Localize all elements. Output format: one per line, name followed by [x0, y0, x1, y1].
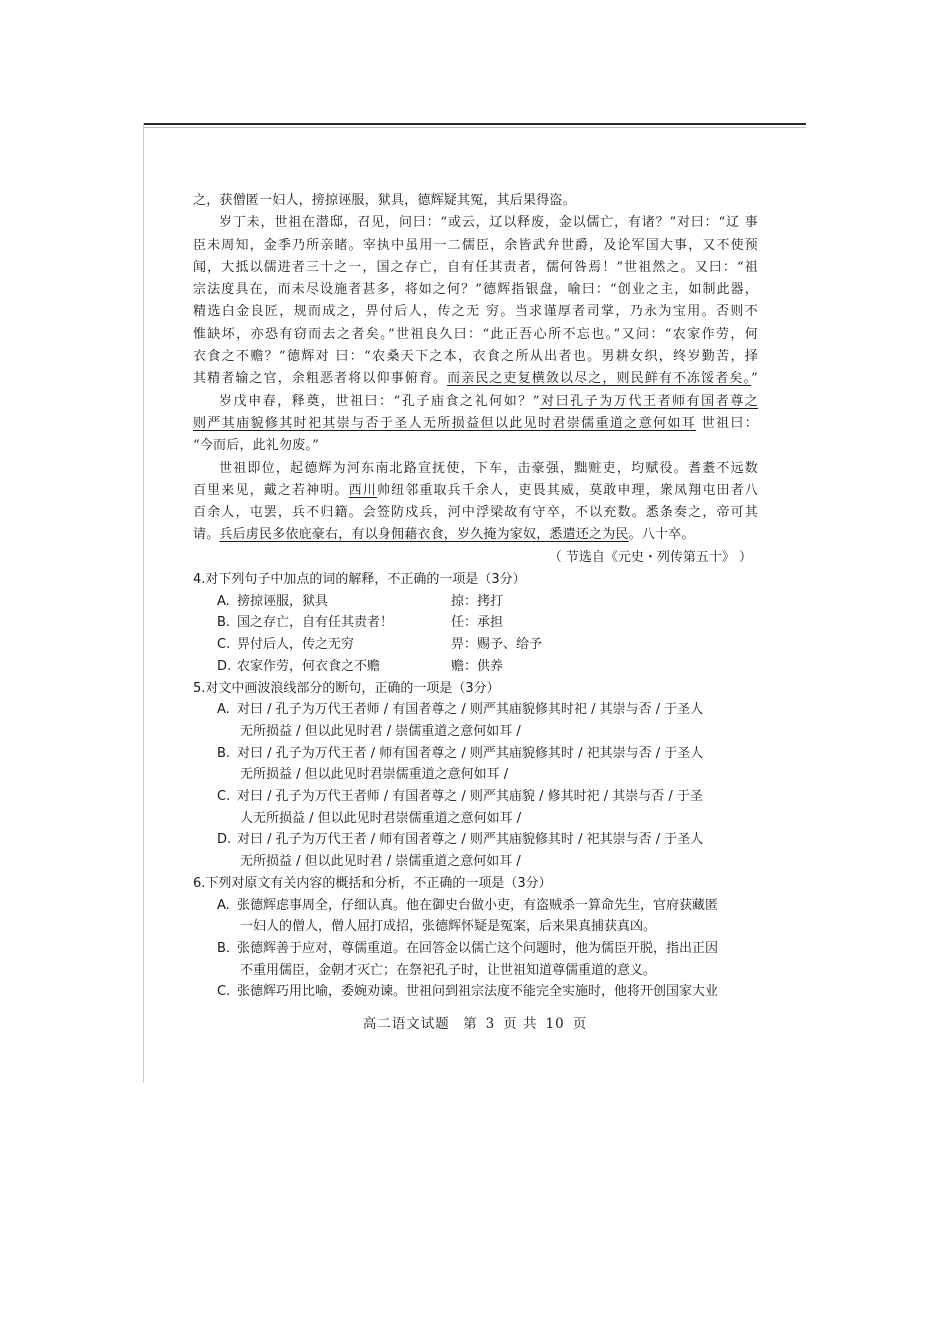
passage-line [193, 413, 758, 435]
passage-line: 惟缺坏，亦恐有窃而去之者矣。”世祖良久曰：“此正吾心所不忘也。”又问：“农家作劳，何 [193, 326, 758, 342]
question-6-option-b-cont: 不重用儒臣，金朝才灭亡；在祭祀孔子时，让世祖知道尊儒重道的意义。 [240, 962, 657, 978]
top-rule-shadow [143, 127, 806, 128]
question-6-option-b: B. 张德辉善于应对，尊儒重道。在回答金以儒亡这个问题时，他为儒臣开脱，指出正因 [217, 941, 719, 956]
passage-text: 岁戊申春，释奠，世祖曰：“孔子庙食之礼何如？” [219, 393, 540, 409]
passage-source: （ 节选自《元史・列传第五十》 ） [548, 549, 752, 565]
question-5-option-d: D. 对曰 / 孔子为万代王者 / 师有国者尊之 / 则严其庙貌修其时 / 祀其崇与否 / 于圣人 [217, 832, 704, 848]
question-4-option-b: B. 国之存亡，自有任其责者！ 任：承担 [217, 615, 504, 631]
question-6-option-a-cont: 一妇人的僧人，僧人屈打成招，张德辉怀疑是冤案，后来果真捕获真凶。 [240, 919, 657, 935]
passage-text: ” [751, 371, 758, 387]
question-4-stem: 4.对下列句子中加点的词的解释，不正确的一项是（3分） [193, 572, 526, 588]
underlined-sentence: 兵后虏民多依庇豪右，有以身佣藉衣食，岁久掩为家奴，悉遣还之为民 [219, 527, 629, 543]
question-4-option-d: D. 农家作劳，何衣食之不赡 赡：供养 [217, 658, 504, 674]
questions [193, 569, 758, 1003]
passage-line: 衣食之不赡？”德辉对 曰：“农桑天下之本，衣食之所从出者也。男耕女织，终岁勤苦，择 [193, 349, 758, 365]
passage-line [193, 391, 758, 413]
underlined-sentence: 而亲民之吏复横敛以尽之，则民鲜有不冻馁者矣。 [447, 371, 752, 387]
passage-text: 其精者输之官，余粗恶者将以仰事俯育。 [193, 371, 448, 387]
top-rule [143, 123, 806, 125]
passage-line: “今而后，此礼勿废。” [193, 438, 319, 454]
passage-line: 世祖即位，起德辉为河东南北路宣抚使，下车，击豪强，黜赃吏，均赋役。耆耋不远数 [219, 460, 758, 476]
passage-line [193, 480, 758, 502]
footer-page-number: 3 [485, 1016, 496, 1032]
left-margin-rule [143, 123, 144, 1083]
question-4-option-a: A. 搒掠诬服，狱具 掠：拷打 [217, 593, 504, 609]
question-6-option-c: C. 张德辉巧用比喻，委婉劝谏。世祖问到祖宗法度不能完全实施时，他将开创国家大业 [217, 984, 719, 1000]
underlined-place: 西川 [348, 482, 377, 498]
passage-line: 臣未周知，金季乃所亲睹。宰执中虽用一二儒臣，余皆武弁世爵，及论军国大事，又不使预 [193, 237, 758, 253]
question-5-option-b: B. 对曰 / 孔子为万代王者 / 师有国者尊之 / 则严其庙貌修其时 / 祀其崇与否 / 于圣人 [217, 745, 704, 761]
passage-line: 百余人，屯罢，兵不归籍。会签防戍兵，河中浮梁故有守卒，不以充数。悉条奏之，帝可其 [193, 505, 758, 521]
passage [193, 190, 758, 569]
footer-page-mid: 页 共 [503, 1016, 538, 1032]
question-6-stem: 6.下列对原文有关内容的概括和分析，不正确的一项是（3分） [193, 875, 552, 891]
question-6-option-a: A. 张德辉虑事周全，仔细认真。他在御史台做小吏，有盗贼杀一算命先生，官府获藏匿 [217, 897, 719, 913]
question-5-option-b-cont: 无所损益 / 但以此见时君崇儒重道之意何如耳 / [240, 767, 509, 783]
passage-text: 帅纽邻重取兵千余人，吏畏其威，莫敢申理，衆凤翔屯田者八 [376, 482, 758, 498]
wavy-underlined-segment: 则严其庙貌修其时祀其崇与否于圣人无所损益但以此见时君崇儒重道之意何如耳 [193, 415, 697, 431]
footer-subject: 高二语文试题 [362, 1016, 450, 1032]
question-5-option-a-cont: 无所损益 / 但以此见时君 / 崇儒重道之意何如耳 / [240, 723, 521, 739]
page-footer [0, 1012, 950, 1032]
passage-line: 宗法度具在，而未尽设施者甚多，将如之何？”德辉指银盘，喻曰：“创业之主，如制此器， [193, 282, 758, 298]
question-5-option-a: A. 对曰 / 孔子为万代王者师 / 有国者尊之 / 则严其庙貌修其时祀 / 其崇与否 / 于圣人 [217, 702, 704, 718]
passage-text: 世祖曰： [696, 415, 758, 431]
passage-text: 百里来见，戴之若神明。 [193, 482, 349, 498]
passage-text: 。八十卒。 [628, 527, 695, 543]
footer-page-total: 10 [545, 1016, 565, 1032]
question-5-option-c-cont: 人无所损益 / 但以此见时君崇儒重道之意何如耳 / [240, 810, 522, 826]
passage-line [193, 368, 758, 390]
wavy-underlined-segment: 对曰孔子为万代王者师有国者尊之 [539, 393, 758, 409]
passage-line: 精选白金良匠，规而成之，畀付后人，传之无 穷。当求谨厚者司掌，乃永为宝用。否则不 [193, 304, 758, 320]
passage-line: 岁丁未，世祖在潜邸，召见，问曰：“或云，辽以释废，金以儒亡，有诸？”对曰：“辽 事 [219, 215, 758, 231]
footer-page-suffix: 页 [572, 1016, 588, 1032]
footer-page-prefix: 第 [463, 1016, 478, 1032]
passage-line [193, 524, 758, 546]
exam-page-content [193, 190, 758, 1003]
question-4-option-c: C. 畀付后人，传之无穷 畀：赐予、给予 [217, 637, 543, 653]
question-5-stem: 5.对文中画波浪线部分的断句，正确的一项是（3分） [193, 680, 500, 696]
passage-line: 之，获僧匿一妇人，搒掠诬服，狱具，德辉疑其冤，其后果得盗。 [193, 193, 576, 208]
question-5-option-d-cont: 无所损益 / 但以此见时君 / 崇儒重道之意何如耳 / [240, 854, 521, 870]
question-5-option-c: C. 对曰 / 孔子为万代王者师 / 有国者尊之 / 则严其庙貌 / 修其时祀 / 其崇与否 / 于圣 [217, 789, 703, 805]
passage-text: 请。 [193, 527, 220, 543]
passage-line: 闻，大抵以儒进者三十之一，国之存亡，自有任其责者，儒何咎焉！”世祖然之。又曰：“祖 [193, 259, 758, 275]
